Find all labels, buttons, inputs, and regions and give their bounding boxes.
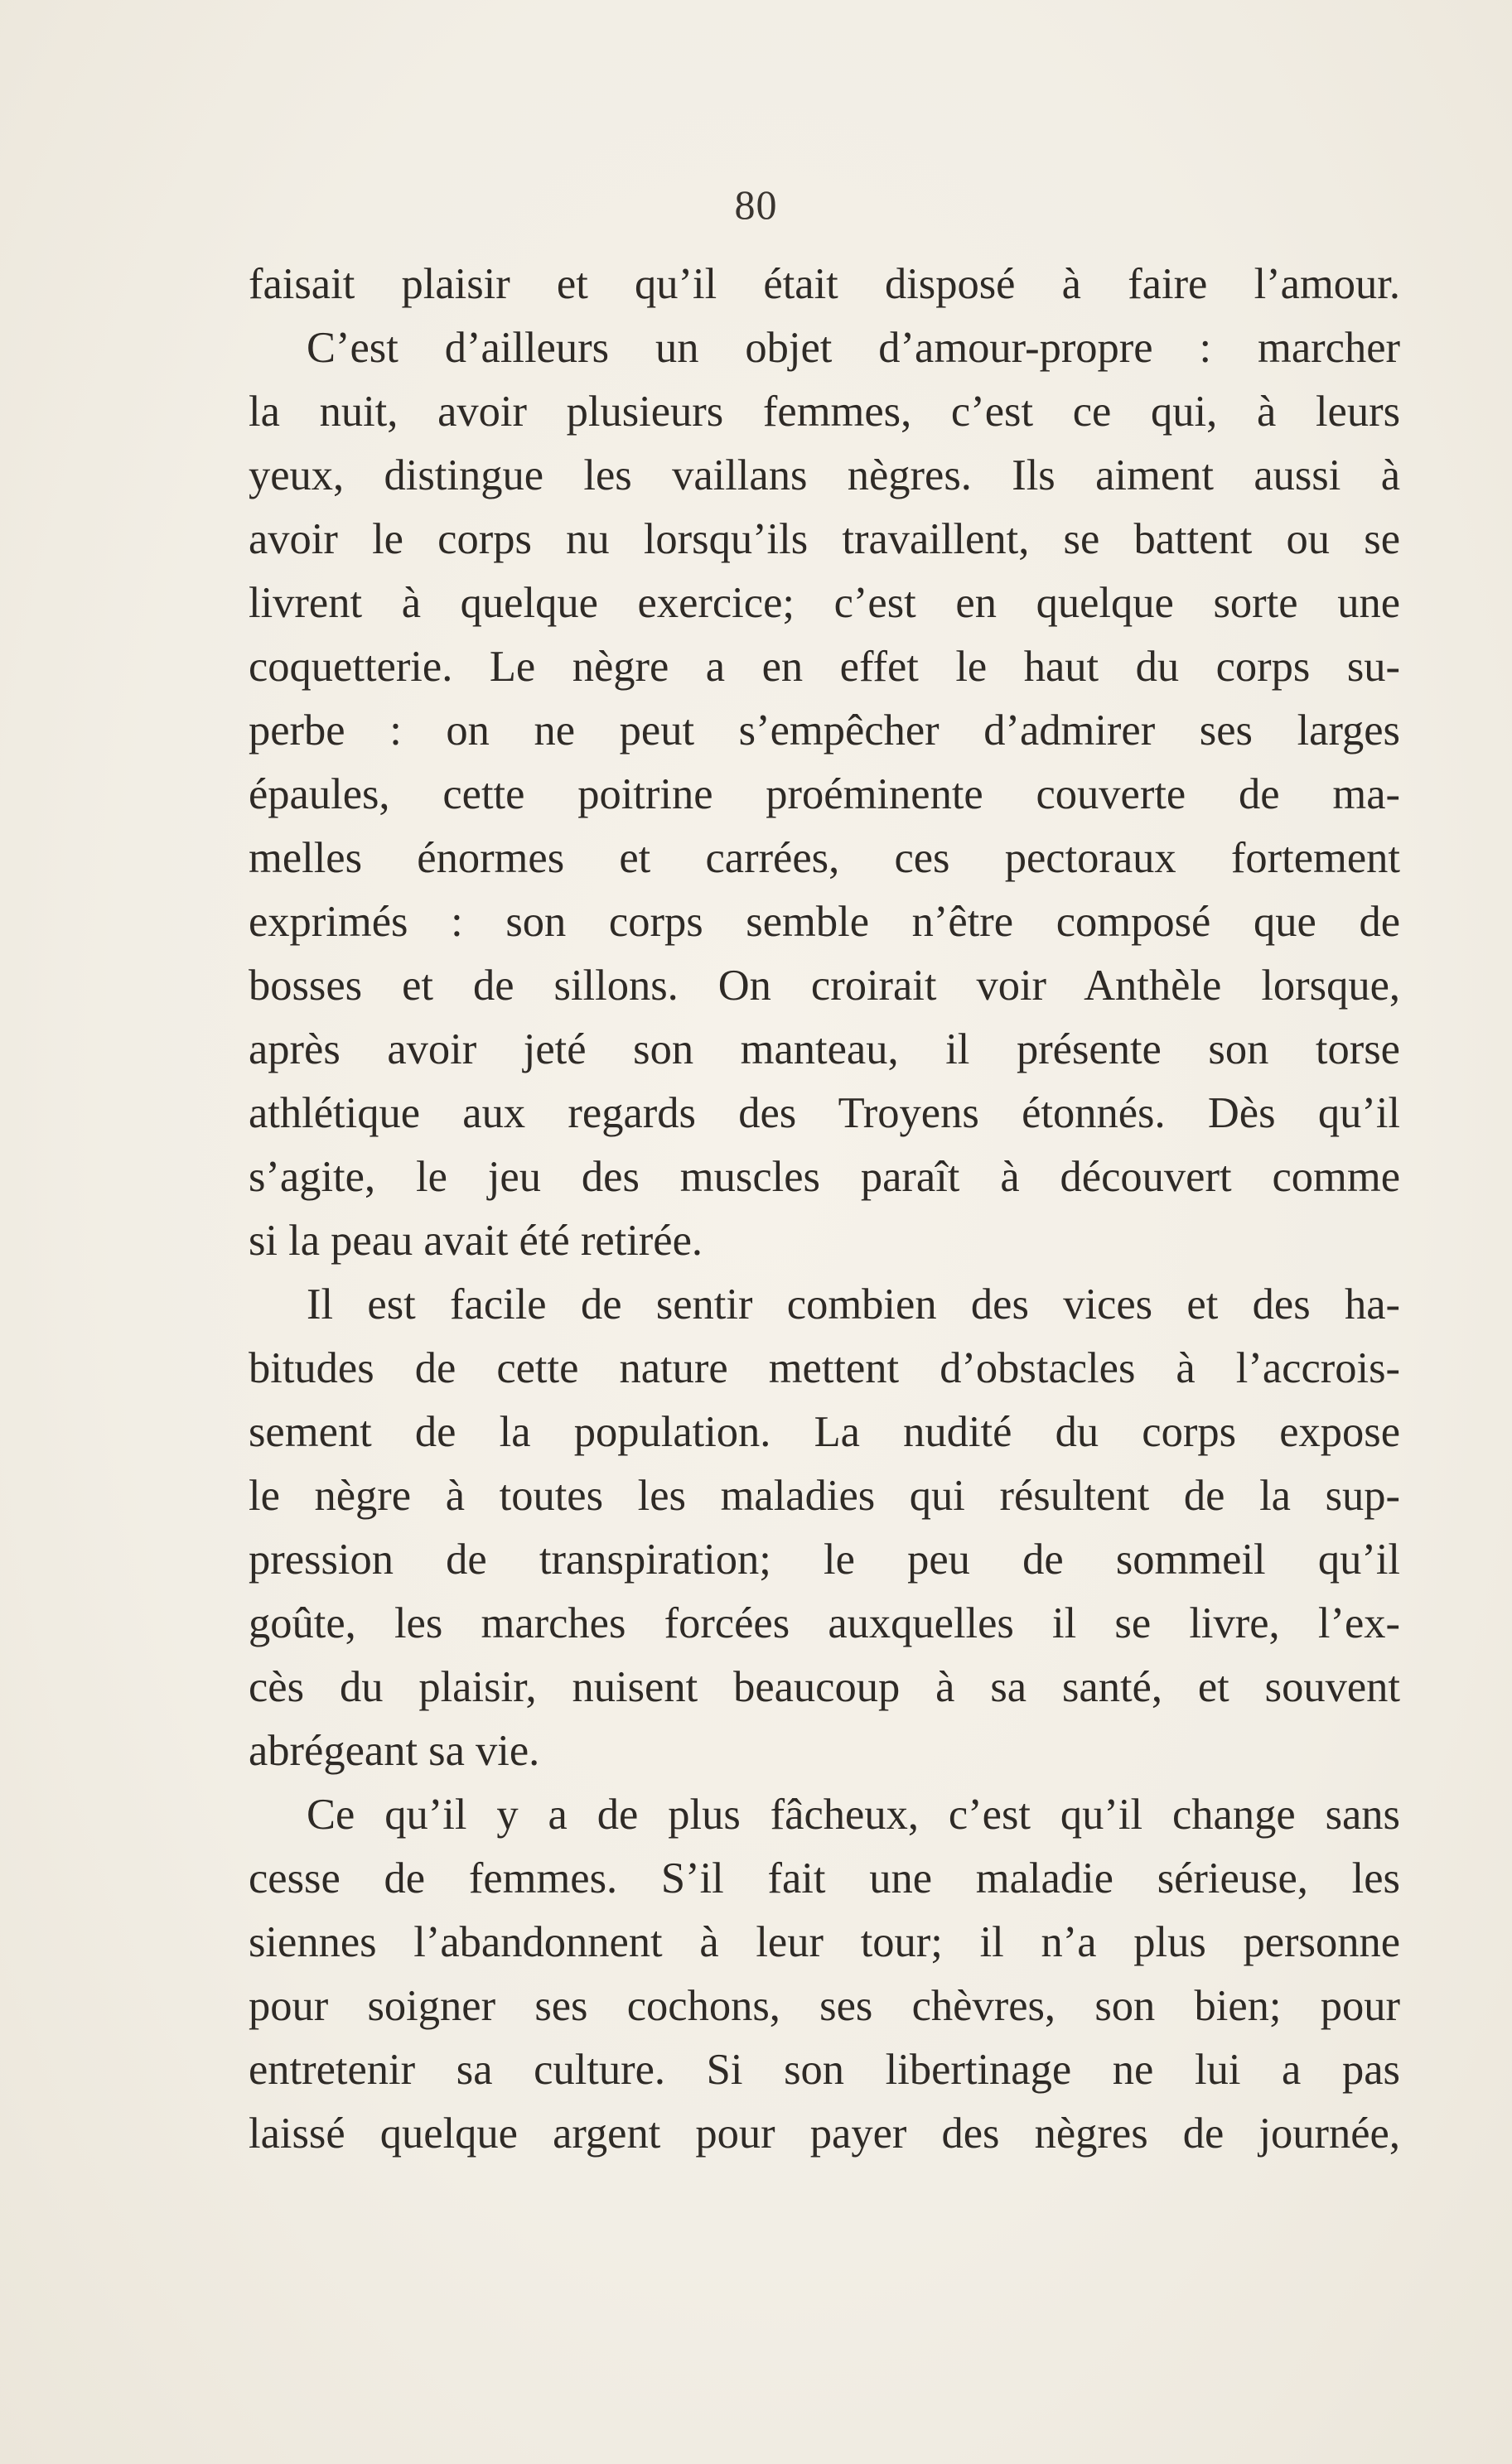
page-number: 80 (734, 181, 778, 228)
text-line: la nuit, avoir plusieurs femmes, c’est ce qui, à leurs (249, 388, 1400, 436)
text-line: livrent à quelque exercice; c’est en quelque sorte une (249, 579, 1400, 627)
text-line: cesse de femmes. S’il fait une maladie sérieuse, les (249, 1854, 1400, 1902)
text-line: s’agite, le jeu des muscles paraît à découvert comme (249, 1153, 1400, 1201)
text-line: laissé quelque argent pour payer des nègres de journée, (249, 2110, 1400, 2158)
text-line: après avoir jeté son manteau, il présente son torse (249, 1025, 1400, 1073)
text-line: épaules, cette poitrine proéminente couverte de ma- (249, 770, 1400, 818)
text-line: bosses et de sillons. On croirait voir Anthèle lorsque, (249, 962, 1400, 1010)
text-line: bitudes de cette nature mettent d’obstacles à l’accrois- (249, 1344, 1400, 1392)
text-line: Il est facile de sentir combien des vices et des ha- (307, 1280, 1400, 1328)
text-line: coquetterie. Le nègre a en effet le haut du corps su- (249, 643, 1400, 691)
text-line: yeux, distingue les vaillans nègres. Ils aiment aussi à (249, 451, 1400, 499)
text-line: siennes l’abandonnent à leur tour; il n’a plus personne (249, 1918, 1400, 1966)
text-line: abrégeant sa vie. (249, 1727, 540, 1775)
text-line: avoir le corps nu lorsqu’ils travaillent, se battent ou se (249, 515, 1400, 563)
text-line: pour soigner ses cochons, ses chèvres, son bien; pour (249, 1982, 1400, 2030)
text-line: goûte, les marches forcées auxquelles il se livre, l’ex- (249, 1599, 1400, 1647)
text-line: faisait plaisir et qu’il était disposé à faire l’amour. (249, 260, 1400, 308)
body-text (249, 253, 1400, 2166)
text-line: pression de transpiration; le peu de sommeil qu’il (249, 1536, 1400, 1584)
text-line: sement de la population. La nudité du corps expose (249, 1408, 1400, 1456)
text-line: perbe : on ne peut s’empêcher d’admirer ses larges (249, 706, 1400, 755)
text-line: C’est d’ailleurs un objet d’amour-propre : marcher (307, 324, 1400, 372)
text-line: entretenir sa culture. Si son libertinage ne lui a pas (249, 2046, 1400, 2094)
text-line: si la peau avait été retirée. (249, 1217, 703, 1265)
text-line: exprimés : son corps semble n’être composé que de (249, 898, 1400, 946)
text-line: athlétique aux regards des Troyens étonnés. Dès qu’il (249, 1089, 1400, 1137)
text-line: cès du plaisir, nuisent beaucoup à sa santé, et souvent (249, 1663, 1400, 1711)
text-line: le nègre à toutes les maladies qui résultent de la sup- (249, 1472, 1400, 1520)
text-line: melles énormes et carrées, ces pectoraux fortement (249, 834, 1400, 882)
text-line: Ce qu’il y a de plus fâcheux, c’est qu’il change sans (307, 1791, 1400, 1839)
